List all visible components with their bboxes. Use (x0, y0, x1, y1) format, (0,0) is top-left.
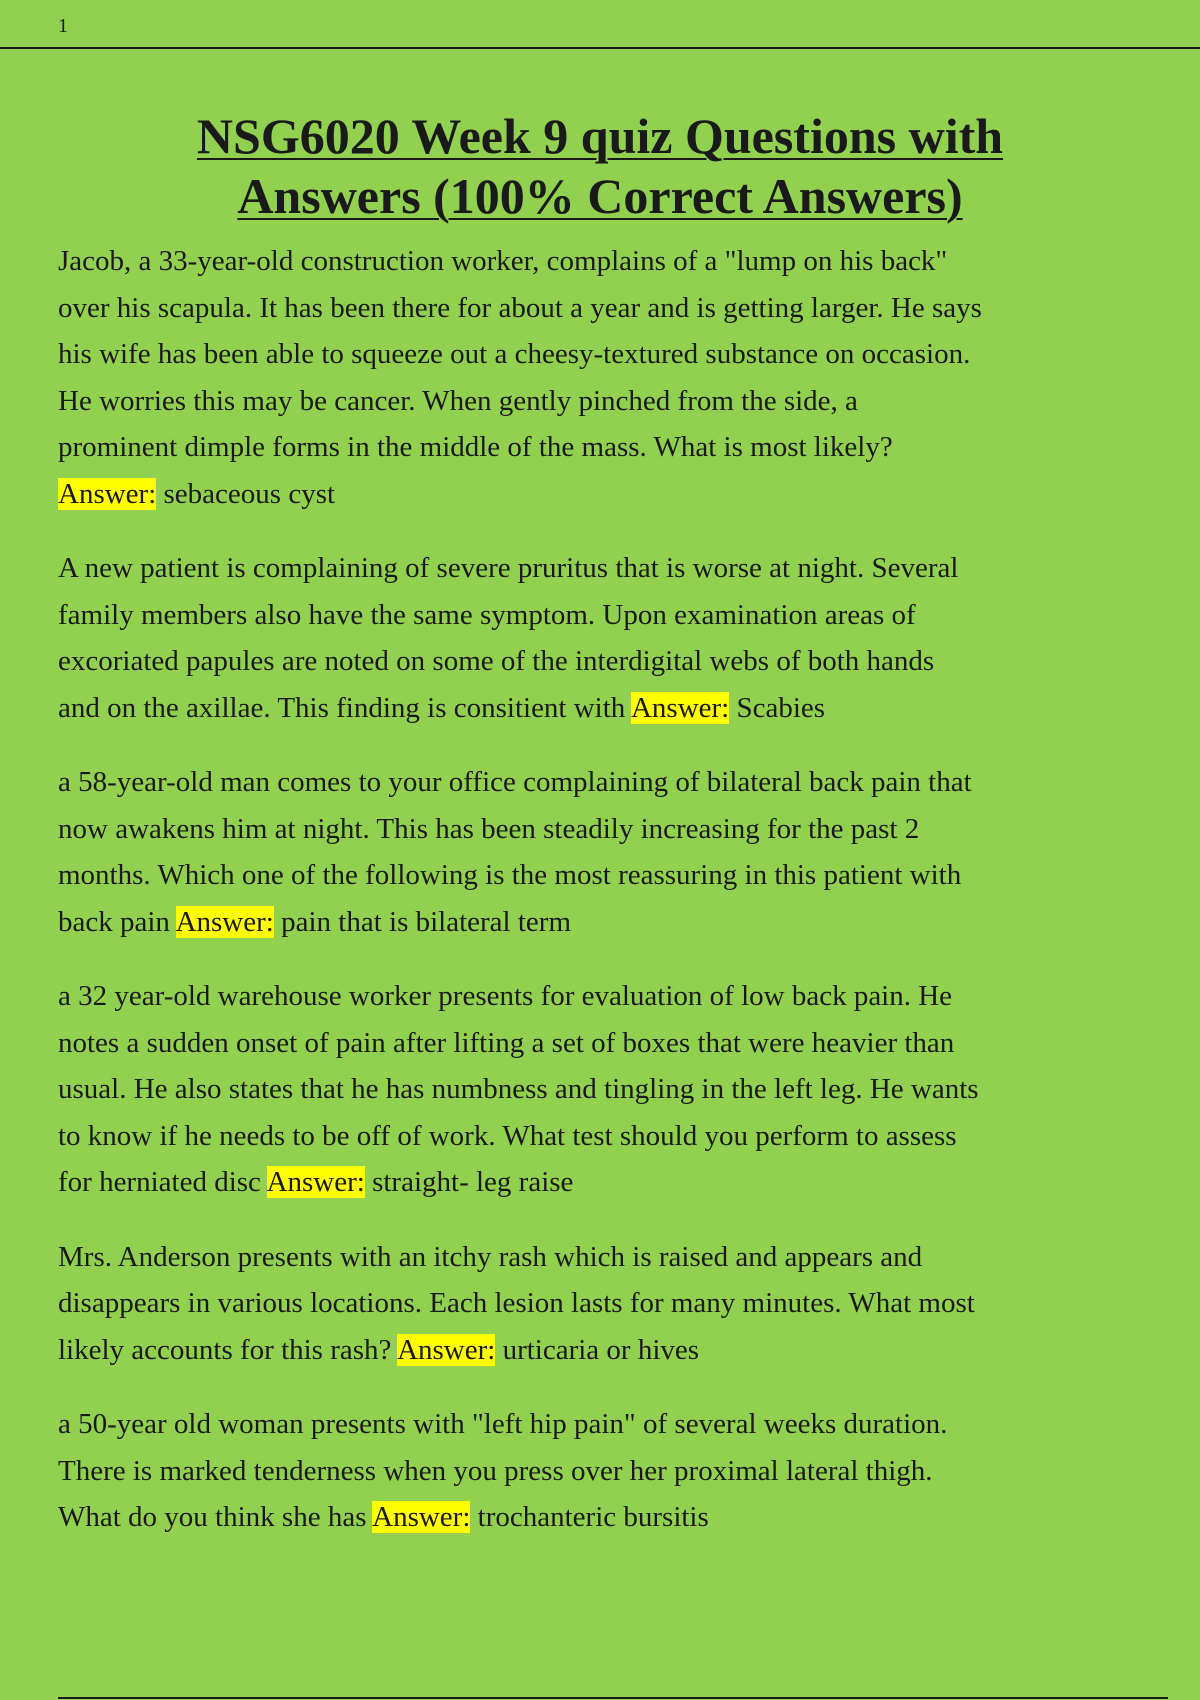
question-line: prominent dimple forms in the middle of the mass. What is most likely? (58, 431, 893, 463)
header-rule (0, 47, 1200, 49)
question-item (58, 973, 1158, 1206)
question-line: his wife has been able to squeeze out a cheesy-textured substance on occasion. (58, 338, 971, 370)
answer-label: Answer: (58, 477, 157, 510)
document-title (40, 106, 1160, 226)
question-item (58, 238, 1158, 517)
answer-text: sebaceous cyst (163, 477, 336, 510)
question-line: There is marked tenderness when you press over her proximal lateral thigh. (58, 1454, 933, 1487)
question-line: back pain (58, 905, 170, 938)
question-item (58, 545, 1158, 731)
question-line: to know if he needs to be off of work. What test should you perform to assess (58, 1119, 957, 1152)
question-line: family members also have the same symptom. Upon examination areas of (58, 598, 916, 631)
answer-text: straight- leg raise (372, 1166, 574, 1198)
answer-label: Answer: (397, 1333, 496, 1366)
question-line: months. Which one of the following is the most reassuring in this patient with (58, 859, 962, 891)
question-line: He worries this may be cancer. When gently pinched from the side, a (58, 384, 858, 417)
footer-rule (58, 1697, 1168, 1699)
question-item (58, 1401, 1158, 1541)
answer-text: pain that is bilateral term (281, 905, 571, 938)
question-line: a 50-year old woman presents with "left hip pain" of several weeks duration. (58, 1408, 948, 1440)
question-item (58, 1234, 1158, 1374)
answer-text: Scabies (736, 691, 826, 724)
question-line: a 58-year-old man comes to your office complaining of bilateral back pain that (58, 766, 972, 798)
question-line: excoriated papules are noted on some of the interdigital webs of both hands (58, 645, 935, 677)
title-line-1: NSG6020 Week 9 quiz Questions with (196, 108, 1004, 164)
question-line: a 32 year-old warehouse worker presents for evaluation of low back pain. He (58, 980, 953, 1012)
question-line: for herniated disc (58, 1166, 261, 1198)
question-line: over his scapula. It has been there for about a year and is getting larger. He says (58, 291, 982, 324)
question-list (58, 238, 1158, 1569)
question-item (58, 759, 1158, 945)
question-line: and on the axillae. This finding is consitient with (58, 691, 626, 724)
answer-text: urticaria or hives (502, 1333, 700, 1366)
answer-label: Answer: (372, 1501, 471, 1533)
answer-label: Answer: (175, 905, 274, 938)
answer-label: Answer: (266, 1166, 365, 1198)
question-line: disappears in various locations. Each lesion lasts for many minutes. What most (58, 1287, 975, 1319)
page-number: 1 (58, 15, 68, 37)
answer-text: trochanteric bursitis (477, 1501, 709, 1533)
question-line: now awakens him at night. This has been steadily increasing for the past 2 (58, 812, 920, 845)
question-line: Mrs. Anderson presents with an itchy rash which is raised and appears and (58, 1240, 923, 1273)
question-line: usual. He also states that he has numbness and tingling in the left leg. He wants (58, 1073, 979, 1105)
title-line-2: Answers (100% Correct Answers) (237, 168, 963, 224)
question-line: notes a sudden onset of pain after lifting a set of boxes that were heavier than (58, 1026, 955, 1059)
question-line: Jacob, a 33-year-old construction worker, complains of a "lump on his back" (58, 245, 948, 277)
answer-label: Answer: (630, 691, 730, 724)
question-line: What do you think she has (58, 1501, 367, 1533)
question-line: A new patient is complaining of severe pruritus that is worse at night. Several (58, 552, 959, 584)
question-line: likely accounts for this rash? (58, 1333, 392, 1366)
